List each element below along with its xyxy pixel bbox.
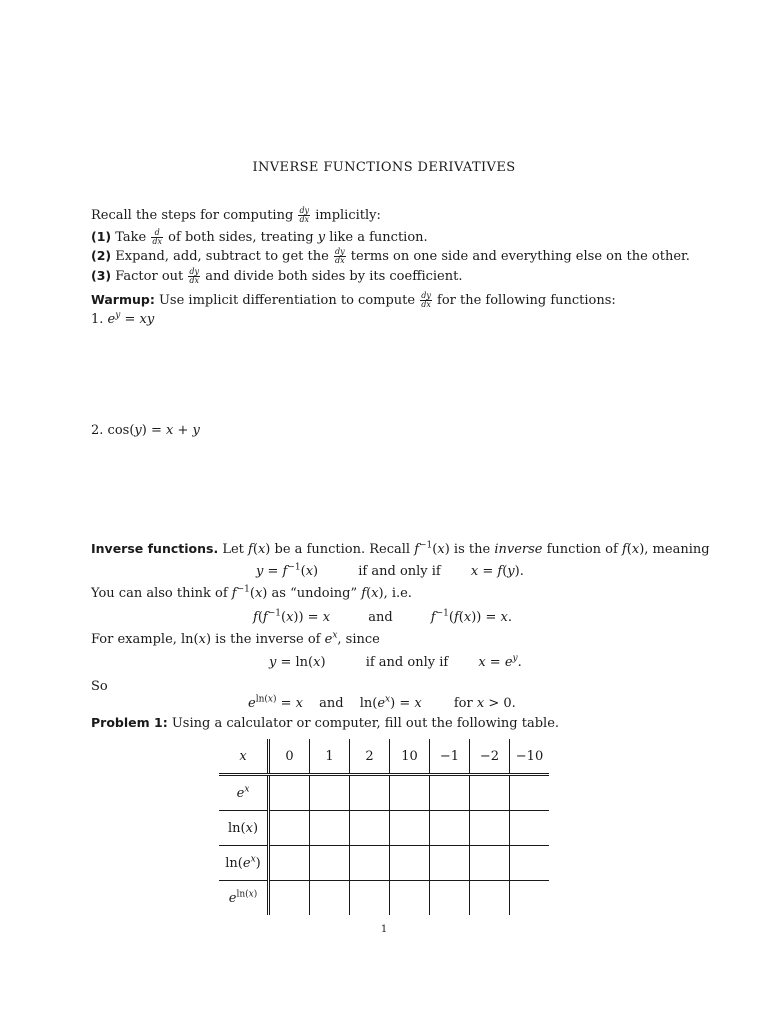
inverse-example: [91, 632, 380, 648]
dy-dx-fraction: $\frac{dy}{dx}$: [334, 247, 345, 265]
problem-text: Using a calculator or computer, fill out the following table.: [171, 716, 560, 731]
equation: $e^y$ = xy: [107, 310, 155, 327]
column-header: −10: [510, 739, 550, 775]
step-text: terms on one side and everything else on the other.: [350, 249, 690, 264]
table-cell: [310, 881, 350, 916]
table-cell: [430, 846, 470, 881]
inverse-text: , since: [337, 632, 380, 647]
step-label: (1): [91, 229, 112, 244]
table-header-row: [219, 739, 549, 775]
step-text: Factor out: [115, 269, 184, 284]
table-cell: [510, 846, 550, 881]
iff-text: if and only if: [358, 564, 441, 579]
row-header-exp-ln: $e^{ln(x)}$: [228, 889, 258, 906]
inverse-text: Let: [222, 542, 244, 557]
dy-dx-fraction: $\frac{dy}{dx}$: [421, 291, 431, 309]
warmup-item-1: [91, 312, 154, 328]
math: x: [198, 632, 206, 647]
so-text: So: [91, 679, 108, 694]
inverse-text: You can also think of: [91, 586, 228, 601]
column-header: 1: [310, 739, 350, 775]
math: $e^x$: [324, 630, 338, 647]
table-row: [219, 775, 549, 811]
page-number: 1: [380, 924, 388, 935]
recall-intro: [91, 207, 381, 224]
inverse-emphasis: inverse: [494, 542, 543, 557]
inverse-text: For example, ln(: [91, 632, 199, 647]
table-cell: [390, 811, 430, 846]
and-text: and: [368, 610, 393, 625]
table-cell: [350, 811, 390, 846]
table-cell: [310, 846, 350, 881]
math: $y = f^{-1}(x)$: [256, 562, 319, 579]
step-label: (2): [91, 248, 112, 263]
inverse-text: is the: [453, 542, 491, 557]
step-text: of both sides, treating: [168, 230, 314, 245]
warmup-label: Warmup:: [91, 292, 155, 307]
table-cell: [350, 846, 390, 881]
inverse-text: function of: [546, 542, 618, 557]
table-cell: [310, 811, 350, 846]
math: $f^{-1}(f(x)) = x$.: [430, 608, 512, 625]
inverse-text: ) is the inverse of: [205, 632, 321, 647]
table-cell: [390, 846, 430, 881]
equation: cos(y) = x + y: [107, 423, 200, 438]
table-cell: [390, 881, 430, 916]
dy-dx-fraction: $\frac{dy}{dx}$: [189, 267, 200, 285]
inverse-text: , i.e.: [383, 586, 412, 601]
dy-dx-fraction: $\frac{dy}{dx}$: [299, 206, 310, 224]
step-label: (3): [91, 268, 112, 283]
iff-text: if and only if: [365, 655, 449, 670]
math: f(x): [361, 586, 384, 601]
table-cell: [269, 881, 310, 916]
column-header: −1: [430, 739, 470, 775]
table-cell: [430, 811, 470, 846]
row-header-ln-exp: $\ln(e^x)$: [219, 846, 269, 881]
math: $f(f^{-1}(x)) = x$: [253, 608, 331, 625]
table-row: [219, 846, 549, 881]
table-cell: [430, 881, 470, 916]
column-header: −2: [470, 739, 510, 775]
math: f(x): [621, 542, 645, 557]
display-equation-3: [269, 655, 522, 671]
math: y = ln(x): [269, 655, 326, 670]
table-cell: [269, 775, 310, 811]
math: x = f(y).: [470, 564, 524, 579]
problem-label: Problem 1:: [91, 715, 168, 730]
recall-intro-text: Recall the steps for computing: [91, 208, 294, 223]
table-cell: [269, 846, 310, 881]
math: f: [414, 542, 419, 557]
step-text: Take: [115, 230, 147, 245]
recall-step-1: [91, 229, 428, 246]
display-equation-1: [256, 564, 524, 580]
problem-1: [91, 715, 559, 732]
header-x: x: [219, 739, 269, 775]
inverse-text: be a function. Recall: [274, 542, 411, 557]
d-dx-fraction: $\frac{d}{dx}$: [152, 228, 163, 246]
step-text: and divide both sides by its coefficient.: [205, 269, 463, 284]
inverse-also: [91, 586, 412, 602]
column-header: 10: [390, 739, 430, 775]
row-header-exp: $e^x$: [219, 775, 269, 811]
inverse-label: Inverse functions.: [91, 541, 219, 556]
warmup-heading: [91, 292, 616, 309]
table-cell: [510, 775, 550, 811]
table-cell: [510, 881, 550, 916]
inverse-text: as “undoing”: [271, 586, 358, 601]
display-equation-2: [253, 610, 512, 626]
recall-intro-text-2: implicitly:: [315, 208, 381, 223]
recall-step-2: [91, 248, 690, 265]
item-number: 2.: [91, 423, 104, 438]
table-cell: [470, 846, 510, 881]
column-header: 0: [269, 739, 310, 775]
table-cell: [390, 775, 430, 811]
inverse-text: , meaning: [644, 542, 710, 557]
math: f: [248, 542, 253, 557]
table-cell: [470, 881, 510, 916]
warmup-text: for the following functions:: [437, 293, 616, 308]
table-row: [219, 881, 549, 916]
warmup-item-2: [91, 423, 200, 439]
table-cell: [470, 811, 510, 846]
table-cell: [470, 775, 510, 811]
math: $e^{ln(x)} = x$: [248, 694, 303, 711]
column-header: 2: [350, 739, 390, 775]
table-row: [219, 811, 549, 846]
math: $x = e^y$.: [478, 653, 522, 670]
inverse-intro: Inverse functions. Let f(x) be a function. Recall $f^{-1}(x)$ is the inverse function of f(x), meaning: [91, 540, 710, 557]
item-number: 1.: [91, 312, 104, 327]
math: $f^{-1}(x)$: [231, 584, 268, 601]
table-cell: [269, 811, 310, 846]
and-text: and: [319, 696, 344, 711]
step-text: like a function.: [329, 230, 428, 245]
display-equation-4: [248, 696, 516, 712]
table-cell: [310, 775, 350, 811]
math-var: y: [317, 230, 326, 245]
math: x > 0.: [476, 696, 516, 711]
for-text: for: [453, 696, 473, 711]
step-text: Expand, add, subtract to get the: [115, 249, 329, 264]
math: $\ln(e^x) = x$: [359, 694, 422, 711]
recall-step-3: [91, 268, 462, 285]
table-cell: [350, 881, 390, 916]
warmup-text: Use implicit differentiation to compute: [158, 293, 416, 308]
page-title: INVERSE FUNCTIONS DERIVATIVES: [252, 160, 516, 175]
table-cell: [510, 811, 550, 846]
values-table: [219, 739, 549, 915]
row-header-ln: ln(x): [219, 811, 269, 846]
table-cell: [350, 775, 390, 811]
table-cell: [430, 775, 470, 811]
